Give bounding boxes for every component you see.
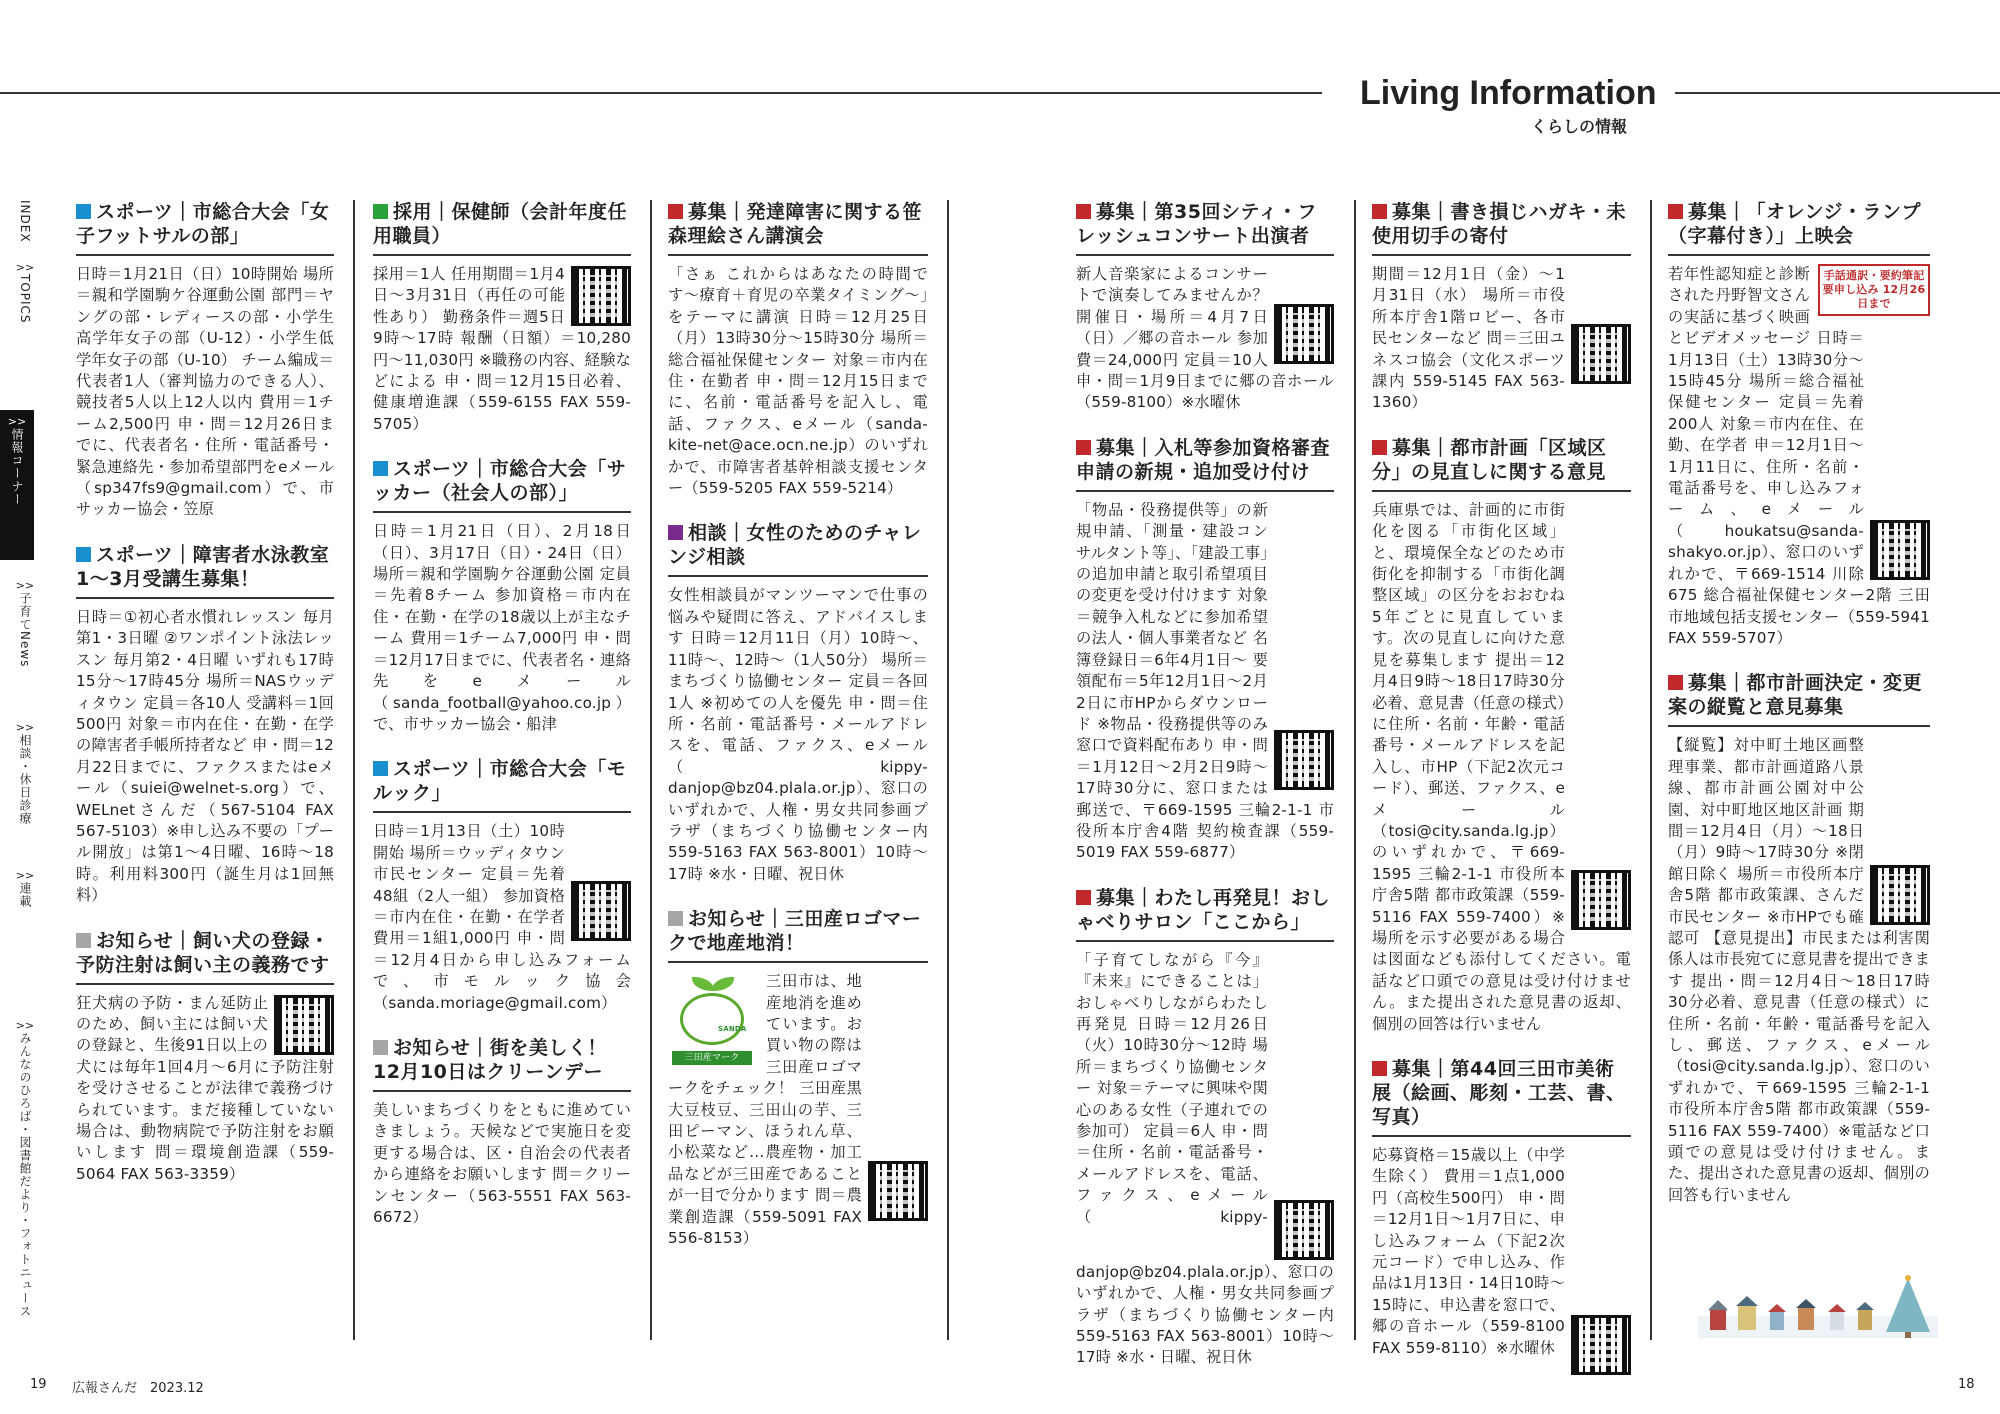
sanda-logo-image: SANDA 三田産マーク [668,971,756,1069]
article-body: 若年性認知症と診断された丹野智文さんの実話に基づく映画とビデオメッセージ 日時＝1月13日（土）13時30分〜15時45分 場所＝総合福祉保健センター 定員＝先着200人 対象＝市内在住、在勤、在学者 申＝12月1日〜1月11日に、住所・名前・電話番号を、申し込みフォーム、eメール（houkatsu@sanda-shakyo.or.jp）、窓口のいずれかで、〒669-1514 川除675 総合福祉保健センター2階 三田市地域包括支援センター（559-5941 FAX 559-5707） [1668,265,1930,647]
qr-code-icon[interactable] [1571,1315,1631,1375]
article-heading: スポーツ｜市総合大会「モルック」 [373,758,627,805]
header-rule-right [1675,92,2000,94]
article-molkky [373,757,631,1014]
chevron-down-icon: >> [15,261,35,274]
sidebar-soudan[interactable]: >> 相談・休日診療 [15,721,35,825]
article-body: 【縦覧】対中町土地区画整理事業、都市計画道路八景線、都市計画公園対中公園、対中町地区地区計画 期間＝12月4日（月）〜18日（月）9時〜17時30分 ※閉館日除く 場所＝市役所本庁舎5階 都市政策課、さんだ市民センター ※市HPでも確認可 【意見提出】市民または利害関係人は市長宛てに意見書を提出できます 提出・問＝12月4日〜18日17時30分必着、意見書（任意の様式）に住所・名前・年齢・電話番号を記入し、郵送、ファクス、eメール（tosi@city.sanda.lg.jp）、窓口のいずれかで、〒669-1595 三輪2-1-1 市役所本庁舎5階 都市政策課（559-5116 FAX 559-7400）※電話など口頭での意見は受け付けません。また、提出された意見書の返却、個別の回答も行いません [1668,736,1930,1204]
column-divider [947,200,949,1340]
article-heading: 募集｜都市計画決定・変更案の縦覧と意見募集 [1668,672,1923,719]
article-body: 新人音楽家によるコンサートで演奏してみませんか？ 開催日・場所＝4月7日（日）／郷の音ホール 参加費＝24,000円 定員＝10人 申・問＝1月9日までに郷の音ホール（559-8100）※水曜休 [1076,265,1334,412]
category-marker [1076,204,1091,219]
article-urban-plan [1668,671,1930,1206]
article-body: 兵庫県では、計画的に市街化を図る「市街化区域」と、環境保全などのため市街化を抑制する「市街化調整区域」の区分をおおむね5年ごとに見直しています。次の見直しに向けた意見を募集します 提出＝12月4日9時〜18日17時30分必着、意見書（任意の様式）に住所・名前・年齢・電話番号・メールアドレスを記入し、市HP（下記2次元コード）、郵送、ファクス、eメール（tosi@city.sanda.lg.jp）のいずれかで、〒669-1595 三輪2-1-1 市役所本庁舎5階 都市政策課（559-5116 FAX 559-7400）※場所を示す必要がある場合は図面なども添付してください。電話など口頭での意見は受け付けません。また提出された意見書の返却、個別の回答は行いません [1372,500,1631,1033]
article-heading: 募集｜書き損じハガキ・未使用切手の寄付 [1372,201,1627,247]
qr-code-icon[interactable] [571,881,631,941]
category-marker [1668,204,1683,219]
category-marker [76,204,91,219]
article-heading: 募集｜入札等参加資格審査申請の新規・追加受け付け [1076,436,1331,483]
category-marker [668,525,683,540]
column-divider [353,200,355,1340]
article-body: 美しいまちづくりをともに進めていきましょう。天候などで実施日を変更する場合は、区・自治会の代表者から連絡をお願いします 問＝クリーンセンター（563-5551 FAX 563-6672） [373,1100,631,1226]
article-body: 期間＝12月1日（金）〜1月31日（水） 場所＝市役所本庁舎1階ロビー、各市民センターなど 問＝三田ユネスコ協会（文化スポーツ課内 559-5145 FAX 563-1360） [1372,265,1565,412]
article-body: 「さぁ これからはあなたの時間です〜療育＋育児の卒業タイミング〜」をテーマに講演 日時＝12月25日（月）13時30分〜15時30分 場所＝総合福祉保健センター 対象＝市内在住・在勤者 申・問＝12月15日までに、名前・電話番号を記入し、電話、ファクス、eメール（sanda-kite-net@ace.ocn.ne.jp）のいずれかで、市障害者基幹相談支援センター（559-5205 FAX 559-5214） [668,265,928,498]
chevron-down-icon: >> [15,579,35,592]
article-soccer [373,457,631,735]
category-marker [1372,440,1387,455]
article-sanda-logo [668,907,928,1249]
article-heading: お知らせ｜飼い犬の登録・予防注射は飼い主の義務です [76,929,330,976]
article-heading: スポーツ｜障害者水泳教室 1〜3月受講生募集！ [76,543,330,590]
sidebar-rensai[interactable]: >> 連載 [15,869,35,908]
qr-code-icon[interactable] [1571,324,1631,384]
article-body: 日時＝①初心者水慣れレッスン 毎月第1・3日曜 ②ワンポイント泳法レッスン 毎月第2・4日曜 いずれも17時15分〜17時45分 場所＝NASウッディタウン 定員＝各10人 受講料＝1回500円 対象＝市内在住・在勤・在学の障害者手帳所持者など 申・問＝12月22日までに、ファクスまたはeメール（suiei@welnet-s.org）で、WELnetさんだ（567-5104 FAX 567-5103）※申し込み不要の「プール開放」は第1〜4日曜、16時〜18時。利用料300円（誕生月は1回無料） [76,607,334,905]
column-1 [76,200,334,1340]
article-women-consult [668,521,928,885]
article-salon [1076,886,1334,1369]
sign-language-badge: 手話通訳・要約筆記要申し込み 12月26日まで [1818,264,1930,316]
qr-code-icon[interactable] [1870,520,1930,580]
article-swimming [76,543,334,907]
article-body: 三田市は、地産地消を進めています。お買い物の際は三田産ロゴマークをチェック！ 三田産黒大豆枝豆、三田山の芋、三田ピーマン、ほうれん草、小松菜など…農産物・加工品などが三田産であることが一目で分かります 問＝農業創造課（559-5091 FAX 556-8153） [668,972,862,1248]
article-body: 日時＝1月21日（日）10時開始 場所＝親和学園駒ケ谷運動公園 部門＝ヤングの部・レディースの部・小学生高学年女子の部（U-12）・小学生低学年女子の部（U-10） チーム編成＝代表者1人（審判協力のできる人）、競技者5人以上12人以内 費用＝1チーム2,500円 申・問＝12月26日までに、代表者名・住所・電話番号・緊急連絡先・参加希望部門をeメール（sp347fs9@gmail.com）で、市サッカー協会・笠原 [76,265,334,519]
article-heading: 相談｜女性のためのチャレンジ相談 [668,522,922,569]
column-6 [1668,200,1930,1340]
qr-code-icon[interactable] [1571,870,1631,930]
category-marker [373,204,388,219]
header-rule-left [0,92,1322,94]
column-divider [1354,200,1356,1340]
publication-name: 広報さんだ 2023.12 [72,1381,204,1396]
article-body: 狂犬病の予防・まん延防止のため、飼い主には飼い犬の登録と、生後91日以上の犬には毎年1回4月〜6月に予防注射を受けさせることが法律で義務づけられています。まだ接種していない場合は、動物病院で予防注射をお願いします 問＝環境創造課（559-5064 FAX 563-3359） [76,993,334,1183]
article-orange-lamp [1668,200,1930,649]
article-heading: 募集｜発達障害に関する笹森理絵さん講演会 [668,201,923,247]
page-number-left: 19 [30,1377,47,1392]
chevron-down-icon: >> [15,1019,35,1032]
chevron-down-icon: >> [15,869,35,882]
column-divider [1650,200,1652,1340]
article-heading: 募集｜わたし再発見！おしゃべりサロン「ここから」 [1076,886,1331,933]
column-3 [668,200,928,1340]
category-marker [668,204,683,219]
category-marker [668,911,683,926]
article-heading: 募集｜第44回三田市美術展（絵画、彫刻・工芸、書、写真） [1372,1058,1626,1128]
article-body: 日時＝1月21日（日）、2月18日（日）、3月17日（日）・24日（日） 場所＝親和学園駒ケ谷運動公園 定員＝先着8チーム 参加資格＝市内在住・在勤・在学の18歳以上が主なチーム 費用＝1チーム7,000円 申・問＝12月17日までに、代表者名・連絡先をeメール（sanda_football@yahoo.co.jp）で、市サッカー協会・船津 [373,522,631,733]
qr-code-icon[interactable] [1274,1200,1334,1260]
article-body: 「物品・役務提供等」の新規申請、「測量・建設コンサルタント等」、「建設工事」の追加申請と取引希望項目の変更を受け付けます 対象＝競争入札などに参加希望の法人・個人事業者など 名簿登録日＝6年4月1日〜 要領配布＝5年12月1日〜2月2日に市HPからダウンロード ※物品・役務提供等のみ窓口で資料配布あり 申・問＝1月12日〜2月2日9時〜17時30分に、窓口または郵送で、〒669-1595 三輪2-1-1 市役所本庁舎4階 契約検査課（559-5019 FAX 559-6877） [1076,500,1334,862]
sidebar-index[interactable]: INDEX [18,200,32,243]
category-marker [373,1040,388,1055]
winter-town-illustration [1698,1276,1938,1338]
category-marker [1372,1061,1387,1076]
category-marker [373,761,388,776]
page-subtitle: くらしの情報 [1531,117,1628,136]
article-heading: スポーツ｜市総合大会「サッカー（社会人の部）」 [373,458,627,505]
category-marker [1076,890,1091,905]
article-body: 日時＝1月13日（土）10時開始 場所＝ウッディタウン市民センター 定員＝先着48組（2人一組） 参加資格＝市内在住・在勤・在学者 費用＝1組1,000円 申・問＝12月4日から申し込みフォームで、市モルック協会（sanda.moriage@gmail.com） [373,822,631,1012]
qr-code-icon[interactable] [1274,730,1334,790]
category-marker [1372,204,1387,219]
sidebar-topics[interactable]: >> TOPICS [15,261,35,324]
qr-code-icon[interactable] [1870,865,1930,925]
category-marker [76,933,91,948]
article-dog-registration [76,929,334,1186]
article-postcards [1372,200,1631,414]
column-4 [1076,200,1334,1367]
article-heading: 採用｜保健師（会計年度任用職員） [373,201,628,247]
article-lecture [668,200,928,499]
category-marker [1076,440,1091,455]
column-divider [650,200,652,1340]
article-body: 「子育てしながら『今』『未来』にできることは」おしゃべりしながらわたし再発見 日時＝12月26日（火）10時30分〜12時 場所＝まちづくり協働センター 対象＝テーマに興味や関心のある女性（子連れでの参加可） 定員＝6人 申・問＝住所・名前・電話番号・メールアドレスを、電話、ファクス、eメール（kippy-danjop@bz04.plala.or.jp）、窓口のいずれかで、人権・男女共同参画プラザ（まちづくり協働センター内 559-5163 FAX 563-8001）10時〜17時 ※水・日曜、祝日休 [1076,950,1334,1367]
column-5 [1372,200,1631,1357]
category-marker [1668,675,1683,690]
article-body: 採用＝1人 任用期間＝1月4日〜3月31日（再任の可能性あり） 勤務条件＝週5日9時〜17時 報酬（日額）＝10,280円〜11,030円 ※職務の内容、経験などによる 申・問＝12月15日必着、健康増進課（559-6155 FAX 559-5705） [373,265,631,433]
article-heading: 募集｜都市計画「区域区分」の見直しに関する意見 [1372,436,1607,483]
sidebar-hiroba[interactable]: >> みんなのひろば・図書館だより・フォトニュース [15,1019,35,1318]
article-heading: お知らせ｜三田産ロゴマークで地産地消！ [668,908,922,955]
article-clean-day [373,1036,631,1228]
category-marker [373,461,388,476]
article-zoning [1372,436,1631,1035]
article-body: 女性相談員がマンツーマンで仕事の悩みや疑問に答え、アドバイスします 日時＝12月11日（月）10時〜、11時〜、12時〜（1人50分） 場所＝まちづくり協働センター 定員＝各回1人 ※初めての人を優先 申・問＝住所・名前・電話番号・メールアドレスを、電話、ファクス、eメール（kippy-danjop@bz04.plala.or.jp）、窓口のいずれかで、人権・男女共同参画プラザ（まちづくり協働センター内 559-5163 FAX 563-8001）10時〜17時 ※水・日曜、祝日休 [668,586,928,883]
qr-code-icon[interactable] [1274,304,1334,364]
qr-code-icon[interactable] [571,266,631,326]
article-heading: 募集｜第35回シティ・フレッシュコンサート出演者 [1076,201,1317,247]
sidebar-kosodate[interactable]: >> 子育てNews [15,579,35,668]
chevron-down-icon: >> [7,415,27,428]
article-concert [1076,200,1334,414]
article-heading: スポーツ｜市総合大会「女子フットサルの部」 [76,201,330,247]
column-2 [373,200,631,1340]
qr-code-icon[interactable] [868,1161,928,1221]
article-art-exhibition [1372,1057,1631,1359]
qr-code-icon[interactable] [274,995,334,1055]
article-futsal [76,200,334,521]
chevron-down-icon: >> [15,721,35,734]
sidebar-info-active[interactable]: >> 情報コーナー [0,410,34,560]
article-heading: 募集｜「オレンジ・ランプ（字幕付き）」上映会 [1668,201,1922,247]
article-heading: お知らせ｜街を美しく！12月10日はクリーンデー [373,1036,607,1083]
page-number-right: 18 [1958,1377,1975,1392]
article-nurse-hiring [373,200,631,435]
category-marker [76,547,91,562]
article-body: 応募資格＝15歳以上（中学生除く） 費用＝1点1,000円（高校生500円） 申・問＝12月1日〜1月7日に、申し込みフォーム（下記2次元コード）で申し込み、作品は1月13日・14日10時〜15時に、申込書を窓口で、郷の音ホール（559-8100 FAX 559-8110）※水曜休 [1372,1146,1565,1357]
article-bidding [1076,436,1334,864]
page-title: Living Information [1360,74,1657,112]
